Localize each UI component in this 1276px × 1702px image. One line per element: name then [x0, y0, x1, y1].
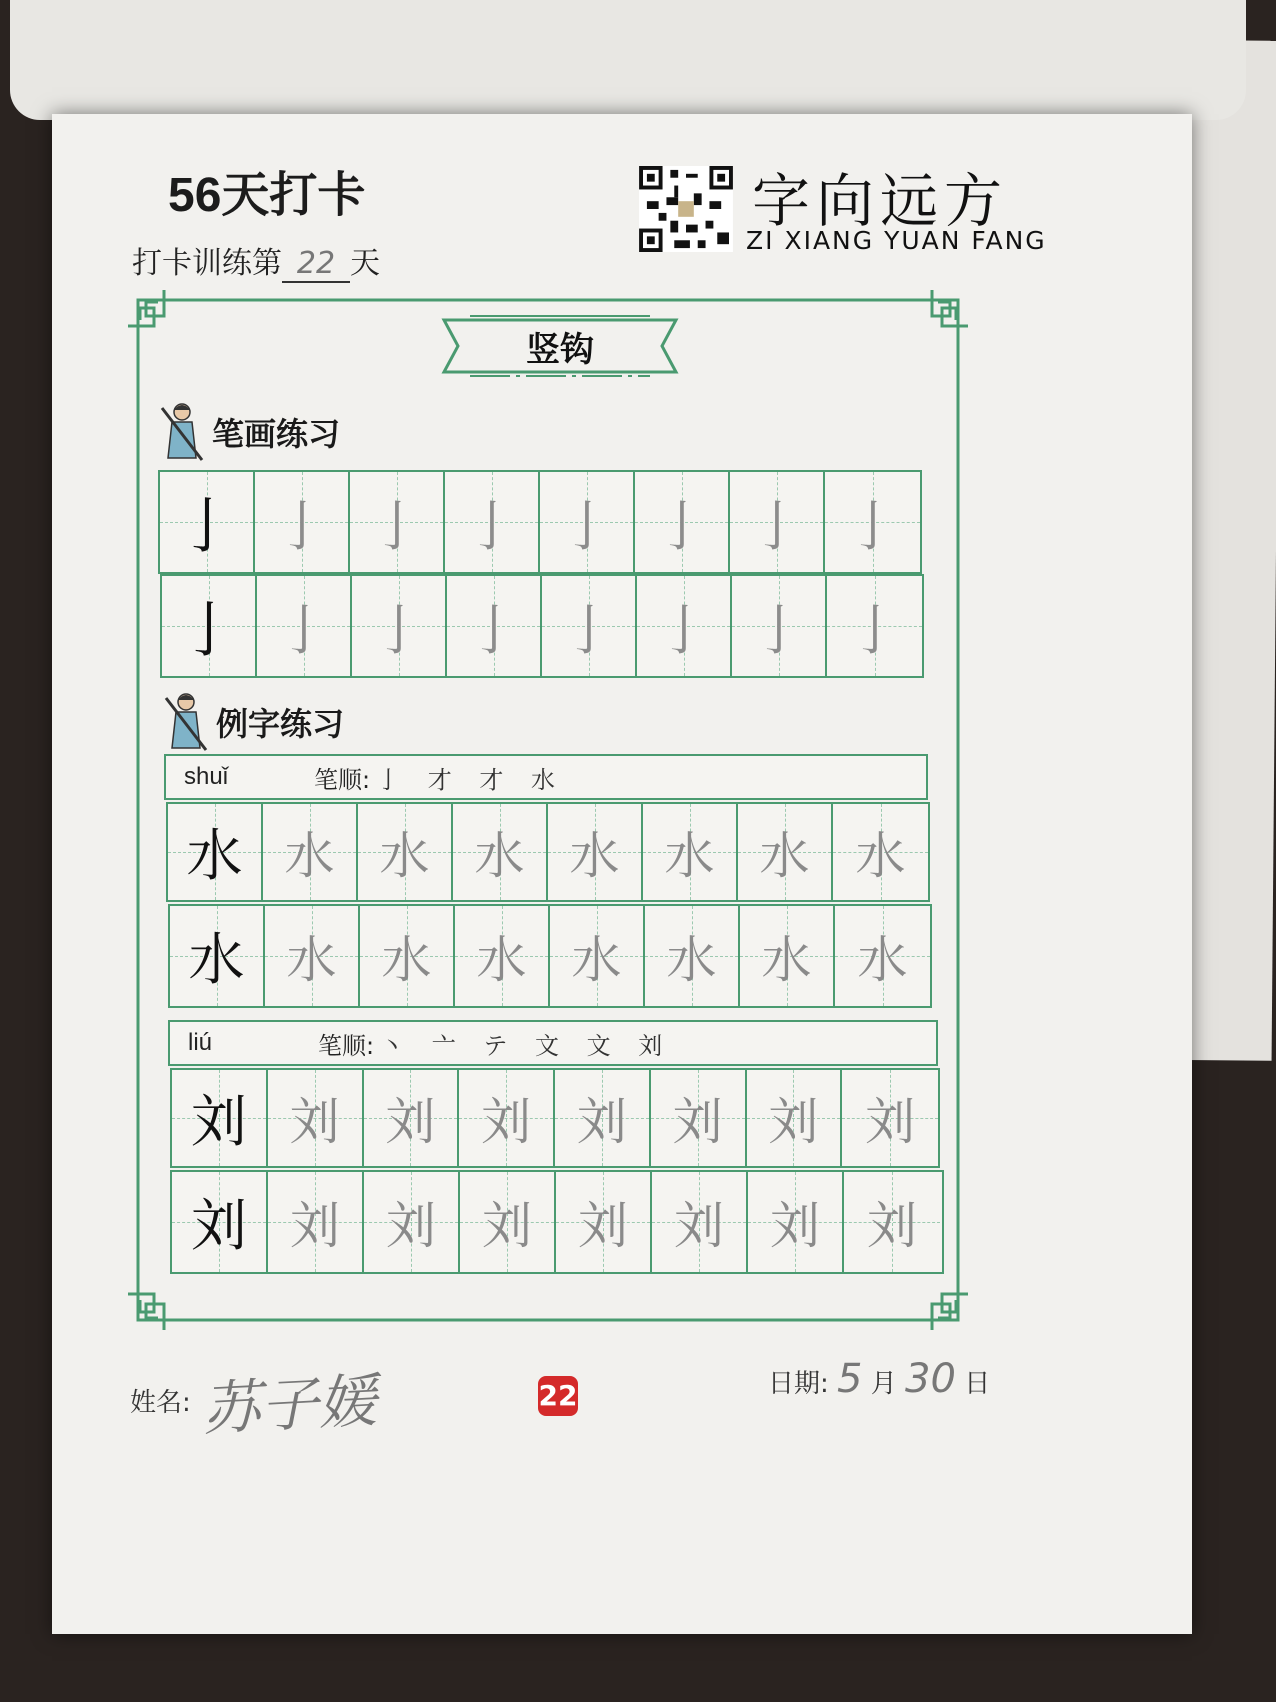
previous-page-curl — [10, 0, 1246, 120]
page-number-badge: 22 — [538, 1376, 578, 1416]
lesson-title: 竖钩 — [526, 330, 594, 370]
handwritten-stroke: 亅 — [369, 494, 424, 558]
handwritten-character: 水 — [379, 827, 430, 885]
writing-cell[interactable] — [747, 1070, 843, 1166]
practice-frame — [128, 290, 968, 1330]
writing-cell[interactable] — [268, 1070, 364, 1166]
writing-cell[interactable] — [738, 804, 833, 900]
date-label: 日期: — [768, 1369, 829, 1399]
handwritten-stroke: 亅 — [464, 494, 519, 558]
stroke-order-label: 笔顺: — [318, 1031, 375, 1060]
writing-cell[interactable] — [352, 576, 447, 676]
writing-cell[interactable] — [833, 804, 928, 900]
handwritten-character: 水 — [569, 827, 620, 885]
writing-cell[interactable] — [447, 576, 542, 676]
handwritten-stroke: 亅 — [561, 598, 616, 662]
handwritten-character: 刘 — [290, 1197, 340, 1255]
writing-cell[interactable] — [542, 576, 637, 676]
writing-cell[interactable] — [548, 804, 643, 900]
writing-cell[interactable] — [556, 1172, 652, 1272]
writing-cell[interactable] — [350, 472, 445, 572]
model-stroke: 亅 — [178, 596, 239, 666]
model-character: 水 — [186, 824, 243, 889]
character-practice-row — [168, 904, 932, 1008]
writing-cell[interactable] — [257, 576, 352, 676]
writing-cell[interactable] — [459, 1070, 555, 1166]
character-practice-row — [166, 802, 930, 902]
writing-cell[interactable] — [168, 804, 263, 900]
writing-cell[interactable] — [172, 1070, 268, 1166]
handwritten-stroke: 亅 — [371, 598, 426, 662]
month-label: 月 — [870, 1369, 897, 1399]
writing-cell[interactable] — [360, 906, 455, 1006]
writing-cell[interactable] — [460, 1172, 556, 1272]
day-number: 22 — [282, 246, 350, 283]
handwritten-character: 水 — [284, 827, 335, 885]
writing-cell[interactable] — [172, 1172, 268, 1272]
date-field — [768, 1356, 990, 1402]
handwritten-character: 刘 — [770, 1197, 820, 1255]
qr-code-icon — [638, 166, 734, 252]
handwritten-character: 水 — [666, 931, 717, 989]
writing-cell[interactable] — [645, 906, 740, 1006]
writing-cell[interactable] — [160, 472, 255, 572]
section-title: 笔画练习 — [212, 415, 341, 453]
date-day[interactable]: 30 — [905, 1356, 956, 1402]
writing-cell[interactable] — [455, 906, 550, 1006]
writing-cell[interactable] — [550, 906, 645, 1006]
worksheet-page — [52, 114, 1192, 1634]
handwritten-character: 水 — [474, 827, 525, 885]
writing-cell[interactable] — [364, 1172, 460, 1272]
writing-cell[interactable] — [643, 804, 738, 900]
writing-cell[interactable] — [748, 1172, 844, 1272]
handwritten-character: 刘 — [672, 1093, 723, 1151]
stroke-practice-row — [158, 470, 922, 574]
writing-cell[interactable] — [364, 1070, 460, 1166]
writing-cell[interactable] — [358, 804, 453, 900]
handwritten-character: 水 — [761, 931, 812, 989]
name-label: 姓名: — [130, 1388, 191, 1418]
date-month[interactable]: 5 — [837, 1356, 863, 1402]
stroke-order-label: 笔顺: — [314, 765, 371, 794]
writing-cell[interactable] — [844, 1172, 940, 1272]
writing-cell[interactable] — [265, 906, 360, 1006]
writing-cell[interactable] — [453, 804, 548, 900]
character-info-bar — [164, 754, 928, 800]
writing-cell[interactable] — [730, 472, 825, 572]
writing-cell[interactable] — [170, 906, 265, 1006]
pinyin: shuǐ — [184, 763, 229, 790]
handwritten-character: 刘 — [481, 1093, 532, 1151]
handwritten-character: 刘 — [578, 1197, 628, 1255]
character-practice-row — [170, 1068, 940, 1168]
handwritten-character: 刘 — [865, 1093, 916, 1151]
brand-logo-text: 字向远方 — [752, 167, 1009, 235]
writing-cell[interactable] — [827, 576, 922, 676]
brand-pinyin: ZI XIANG YUAN FANG — [746, 226, 1047, 255]
scholar-figure-icon — [162, 692, 210, 752]
day-suffix: 天 — [350, 246, 380, 281]
character-info-bar — [168, 1020, 938, 1066]
pinyin: liú — [188, 1029, 213, 1056]
writing-cell[interactable] — [540, 472, 635, 572]
writing-cell[interactable] — [445, 472, 540, 572]
handwritten-character: 水 — [381, 931, 432, 989]
handwritten-stroke: 亅 — [751, 598, 806, 662]
handwritten-character: 水 — [286, 931, 337, 989]
handwritten-character: 刘 — [768, 1093, 819, 1151]
writing-cell[interactable] — [268, 1172, 364, 1272]
writing-cell[interactable] — [263, 804, 358, 900]
handwritten-character: 刘 — [386, 1197, 436, 1255]
handwritten-stroke: 亅 — [845, 494, 900, 558]
stroke-order: 丶 亠 テ 文 文 刘 — [380, 1031, 673, 1060]
writing-cell[interactable] — [651, 1070, 747, 1166]
handwritten-character: 水 — [857, 931, 908, 989]
handwritten-character: 刘 — [674, 1197, 724, 1255]
handwritten-name[interactable]: 苏子媛 — [200, 1366, 378, 1444]
day-label: 日 — [964, 1369, 991, 1399]
handwritten-stroke: 亅 — [749, 494, 804, 558]
writing-cell[interactable] — [635, 472, 730, 572]
handwritten-stroke: 亅 — [847, 598, 902, 662]
page-title: 56天打卡 — [168, 169, 366, 222]
section-title: 例字练习 — [216, 705, 345, 743]
writing-cell[interactable] — [825, 472, 920, 572]
handwritten-stroke: 亅 — [276, 598, 331, 662]
scholar-figure-icon — [158, 402, 206, 462]
writing-cell[interactable] — [835, 906, 930, 1006]
handwritten-character: 水 — [664, 827, 715, 885]
handwritten-character: 刘 — [867, 1197, 917, 1255]
handwritten-character: 刘 — [289, 1093, 340, 1151]
handwritten-character: 水 — [759, 827, 810, 885]
handwritten-stroke: 亅 — [656, 598, 711, 662]
handwritten-stroke: 亅 — [466, 598, 521, 662]
handwritten-stroke: 亅 — [274, 494, 329, 558]
handwritten-stroke: 亅 — [654, 494, 709, 558]
model-stroke: 亅 — [176, 492, 237, 562]
writing-cell[interactable] — [842, 1070, 938, 1166]
writing-cell[interactable] — [555, 1070, 651, 1166]
handwritten-character: 刘 — [482, 1197, 532, 1255]
stroke-practice-label — [158, 402, 340, 462]
day-prefix: 打卡训练第 — [132, 246, 282, 281]
handwritten-character: 刘 — [385, 1093, 436, 1151]
example-practice-label — [162, 692, 344, 752]
day-counter — [132, 238, 380, 283]
model-character: 刘 — [190, 1090, 247, 1155]
writing-cell[interactable] — [652, 1172, 748, 1272]
character-practice-row — [170, 1170, 944, 1274]
writing-cell[interactable] — [732, 576, 827, 676]
handwritten-character: 水 — [855, 827, 906, 885]
stroke-order: 亅 才 才 水 — [376, 765, 565, 794]
writing-cell[interactable] — [740, 906, 835, 1006]
writing-cell[interactable] — [162, 576, 257, 676]
writing-cell[interactable] — [255, 472, 350, 572]
handwritten-character: 水 — [571, 931, 622, 989]
handwritten-character: 刘 — [576, 1093, 627, 1151]
handwritten-character: 水 — [476, 931, 527, 989]
stroke-practice-row — [160, 574, 924, 678]
writing-cell[interactable] — [637, 576, 732, 676]
model-character: 水 — [188, 928, 245, 993]
model-character: 刘 — [191, 1194, 247, 1259]
lesson-heading — [440, 312, 680, 378]
handwritten-stroke: 亅 — [559, 494, 614, 558]
